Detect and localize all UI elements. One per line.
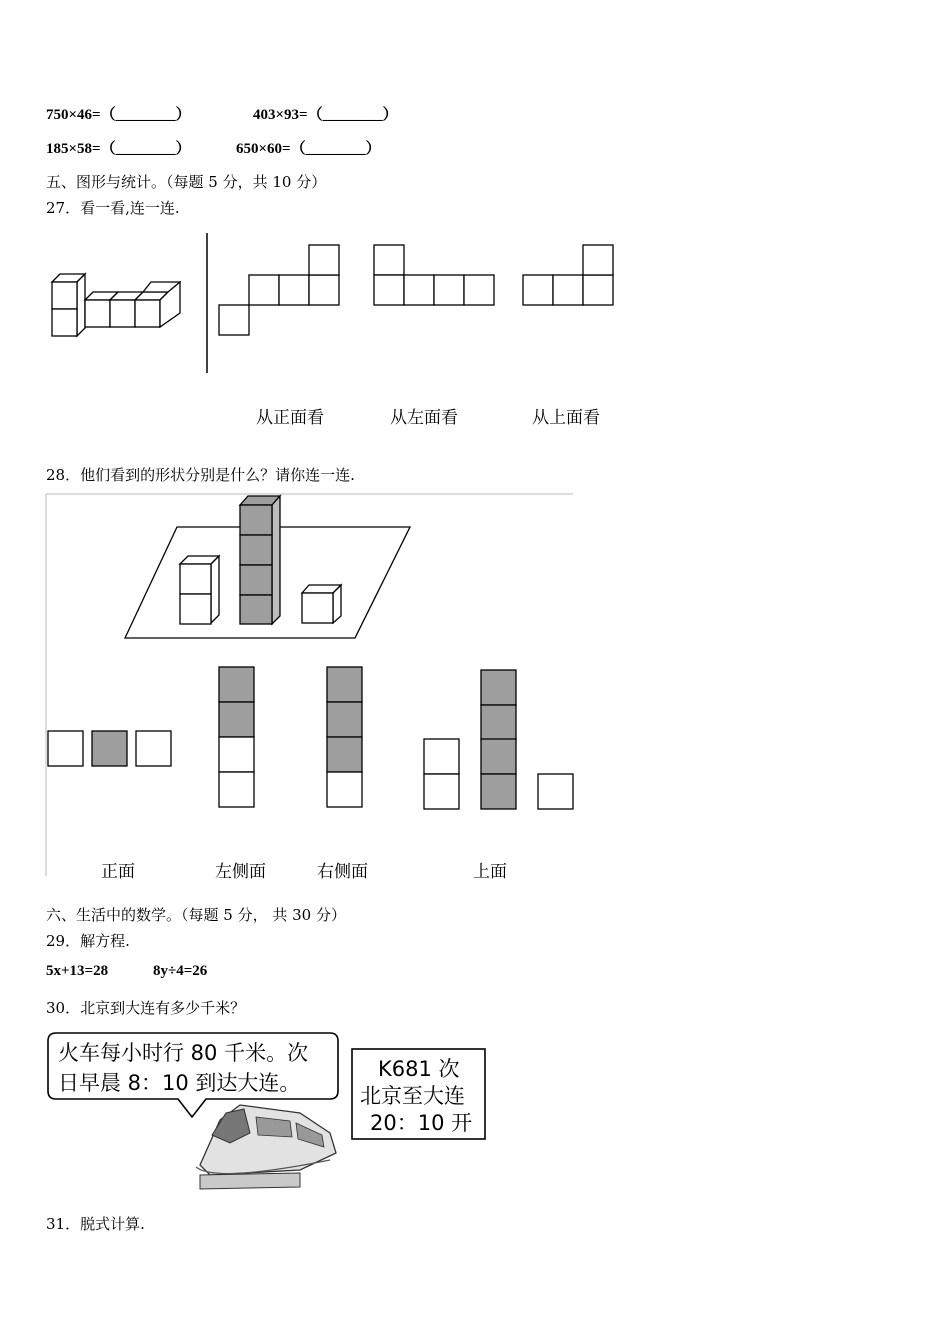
shape-column-b — [327, 667, 362, 807]
label-front-view: 从正面看 — [256, 408, 324, 428]
view-c — [523, 245, 613, 305]
q29-prompt: 29．解方程. — [46, 932, 130, 950]
shape-top-view — [424, 670, 573, 809]
label-right-side: 右侧面 — [317, 862, 368, 882]
q30-prompt: 30．北京到大连有多少千米？ — [46, 999, 246, 1017]
shape-row-three — [48, 731, 171, 766]
bubble-line-1: 火车每小时行 80 千米。次 — [58, 1041, 309, 1065]
single-white-cube — [302, 585, 341, 623]
q31-prompt: 31．脱式计算. — [46, 1215, 145, 1233]
view-b — [374, 245, 494, 305]
sign-line-1: K681 次 — [378, 1057, 460, 1081]
label-top-view: 从上面看 — [532, 408, 600, 428]
calc-185x58: 185×58=（________） — [46, 141, 191, 157]
label-top: 上面 — [473, 862, 507, 882]
sign-line-3: 20：10 开 — [370, 1111, 473, 1135]
calc-403x93: 403×93=（________） — [253, 107, 398, 123]
view-a — [219, 245, 339, 335]
section-5-title: 五、图形与统计。（每题 5 分，共 10 分） — [46, 173, 327, 191]
shape-column-a — [219, 667, 254, 807]
q28-figure — [0, 490, 600, 890]
cube-solid-3d — [52, 274, 180, 336]
stack-two-white — [180, 556, 219, 624]
equation-2: 8y÷4=26 — [153, 963, 208, 979]
train-icon — [196, 1105, 336, 1189]
section-6-title: 六、生活中的数学。（每题 5 分， 共 30 分） — [46, 906, 346, 924]
q27-figure — [0, 225, 640, 385]
q28-prompt: 28．他们看到的形状分别是什么？请你连一连. — [46, 466, 355, 484]
sign-line-2: 北京至大连 — [360, 1084, 465, 1108]
calc-750x46: 750×46=（________） — [46, 107, 191, 123]
label-left-view: 从左面看 — [390, 408, 458, 428]
q27-prompt: 27．看一看,连一连. — [46, 199, 180, 217]
bubble-line-2: 日早晨 8：10 到达大连。 — [58, 1071, 301, 1095]
stack-four-gray — [240, 496, 280, 624]
equation-1: 5x+13=28 — [46, 963, 109, 979]
calc-650x60: 650×60=（________） — [236, 141, 381, 157]
label-front: 正面 — [101, 862, 135, 882]
label-left-side: 左侧面 — [215, 862, 266, 882]
